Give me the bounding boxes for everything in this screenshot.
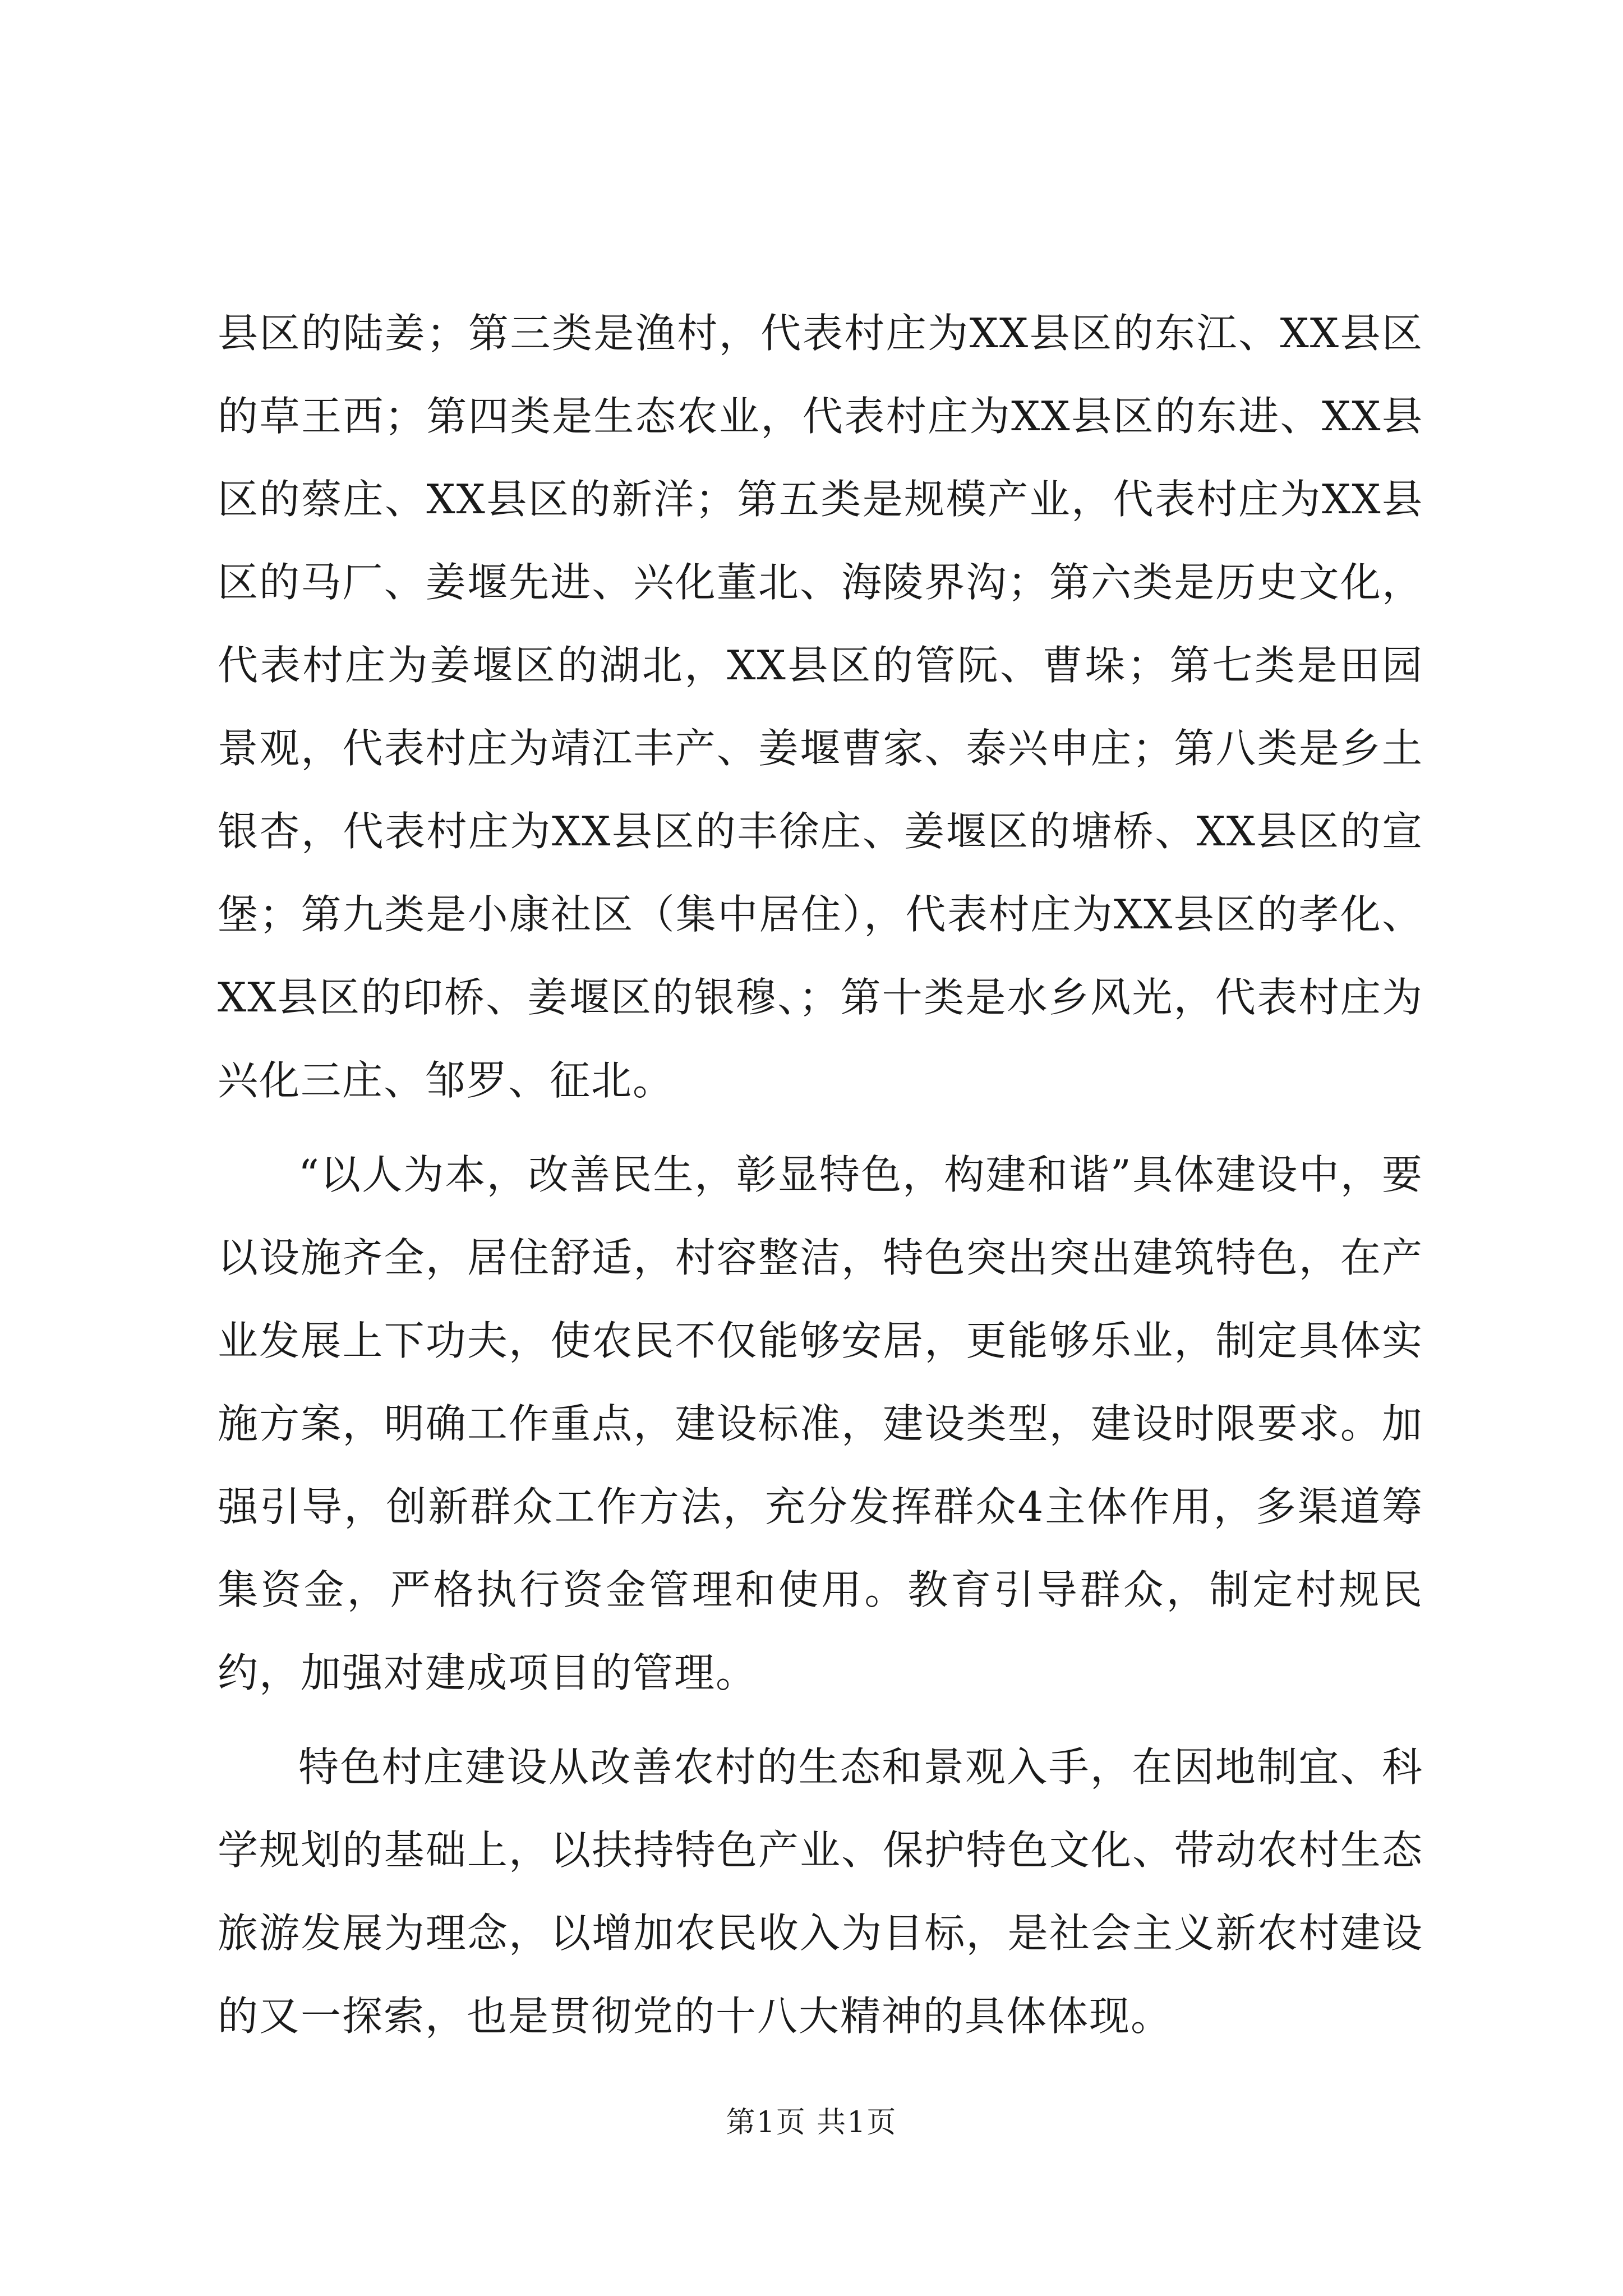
paragraph-1: 县区的陆姜；第三类是渔村，代表村庄为XX县区的东江、XX县区的草王西；第四类是生态农业，代表村庄为XX县区的东进、XX县区的蔡庄、XX县区的新洋；第五类是规模产业，代表村庄为XX县区的马厂、姜堰先进、兴化董北、海陵界沟；第六类是历史文化，代表村庄为姜堰区的湖北，XX县区的管阮、曹垛；第七类是田园景观，代表村庄为靖江丰产、姜堰曹家、泰兴申庄；第八类是乡土银杏，代表村庄为XX县区的丰徐庄、姜堰区的塘桥、XX县区的宣堡；第九类是小康社区（集中居住），代表村庄为XX县区的孝化、XX县区的印桥、姜堰区的银穆、；第十类是水乡风光，代表村庄为兴化三庄、邹罗、征北。 <box>218 310 1423 1104</box>
paragraph-2: “以人为本，改善民生，彰显特色，构建和谐”具体建设中，要以设施齐全，居住舒适，村容整洁，特色突出突出建筑特色，在产业发展上下功夫，使农民不仅能够安居，更能够乐业，制定具体实施方案，明确工作重点，建设标准，建设类型，建设时限要求。加强引导，创新群众工作方法，充分发挥群众4主体作用，多渠道筹集资金，严格执行资金管理和使用。教育引导群众，制定村规民约，加强对建成项目的管理。 <box>218 1151 1423 1696</box>
page-number-label: 第1页 共1页 <box>726 2106 897 2139</box>
paragraph-3: 特色村庄建设从改善农村的生态和景观入手，在因地制宜、科学规划的基础上，以扶持特色产业、保护特色文化、带动农村生态旅游发展为理念，以增加农民收入为目标，是社会主义新农村建设的又一探索，也是贯彻党的十八大精神的具体体现。 <box>218 1743 1423 2040</box>
page-footer <box>0 2105 1623 2141</box>
document-body <box>218 292 1423 2069</box>
